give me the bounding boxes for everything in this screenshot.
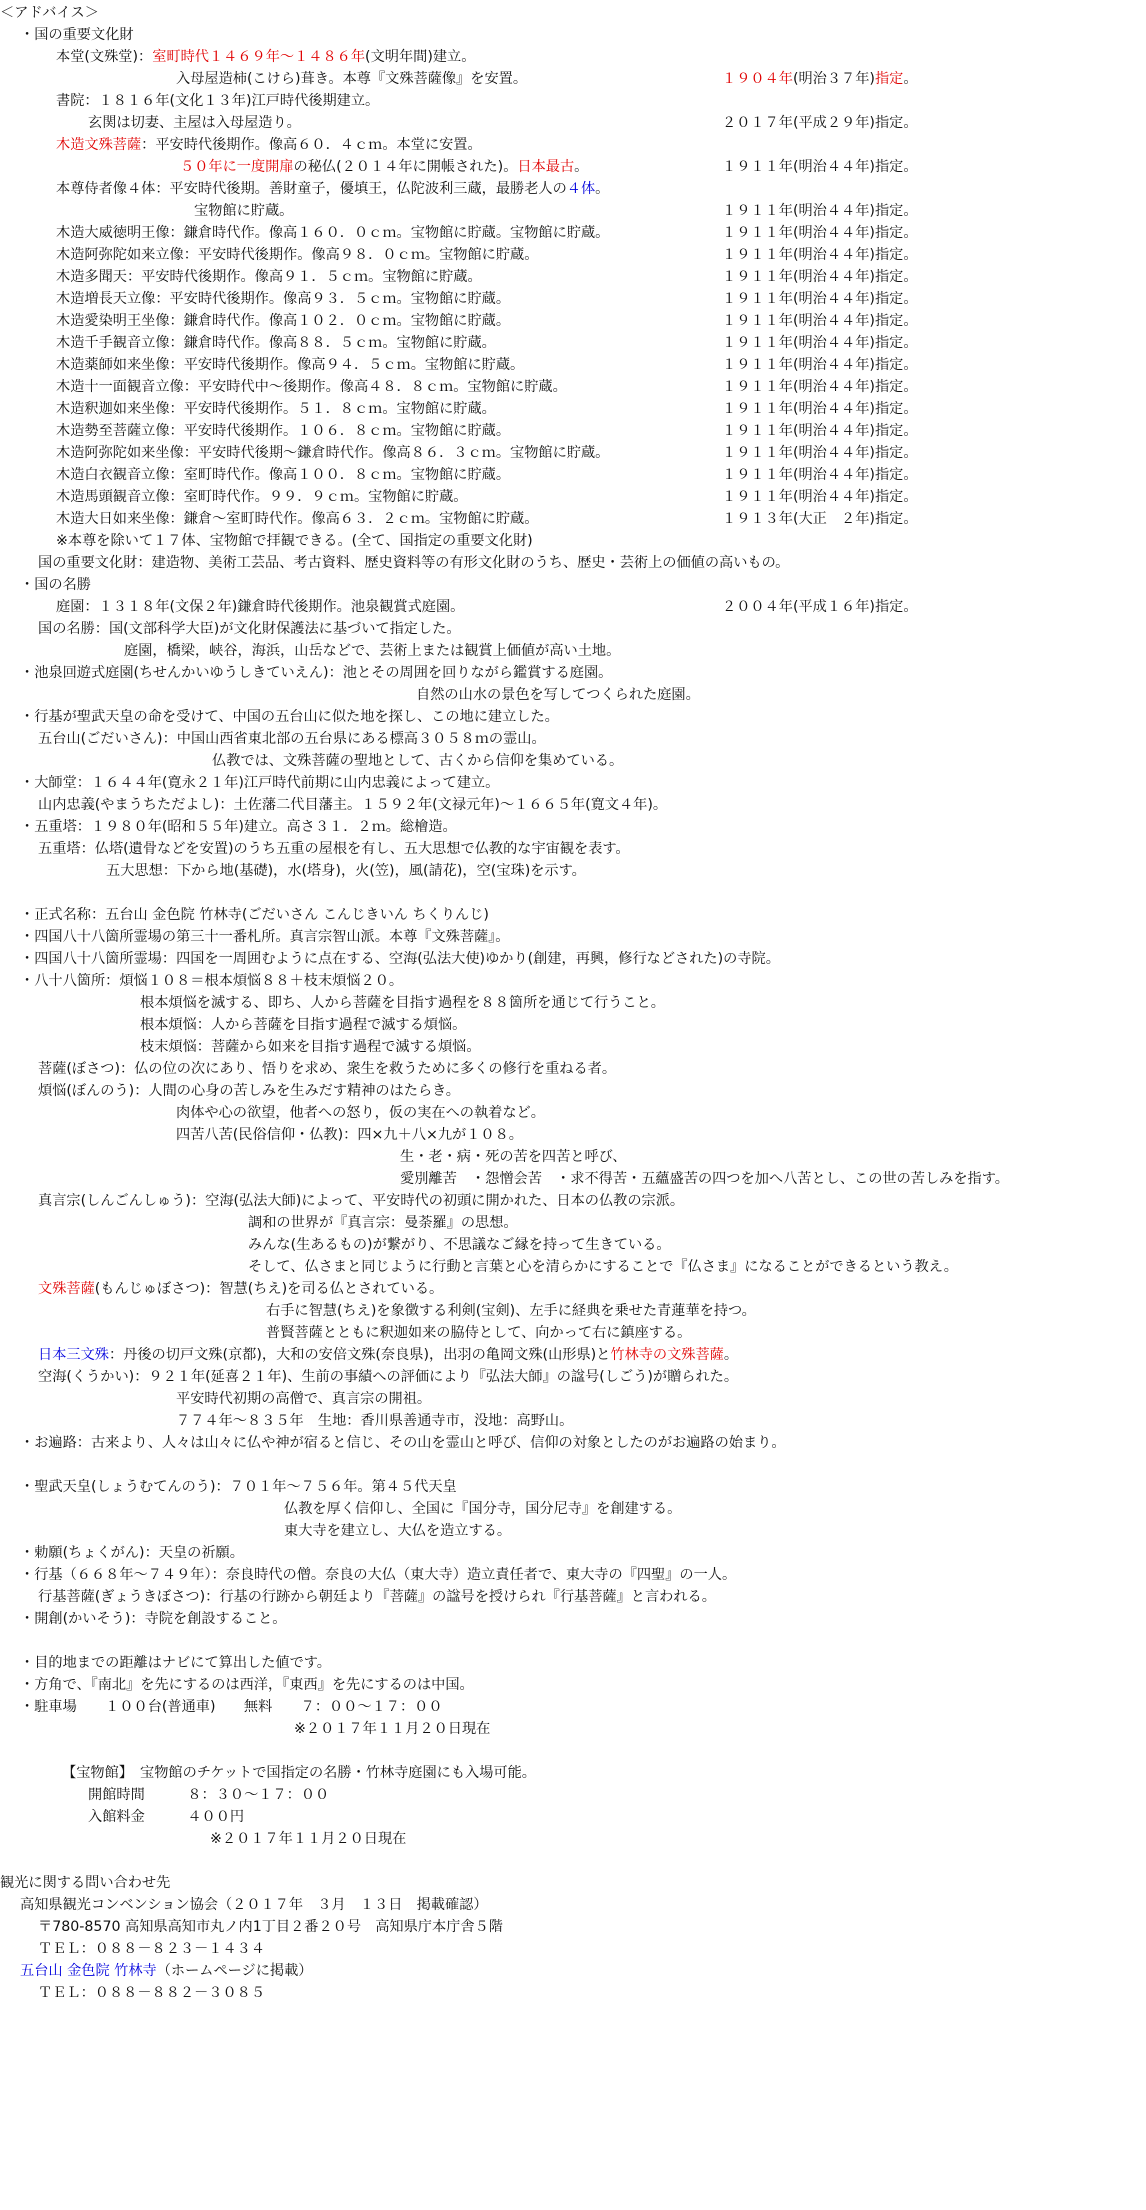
line-text: 木造愛染明王坐像：鎌倉時代作。像高１０２．０ｃｍ。宝物館に貯蔵。 [56, 313, 511, 329]
line-text: （ホームページに掲載） [156, 1963, 313, 1979]
line-text: 根本煩悩：人から菩薩を目指す過程で滅する煩悩。 [140, 1017, 467, 1033]
line-text: ：丹後の切戸文殊(京都)，大和の安倍文殊(奈良県)，出羽の亀岡文殊(山形県)と [108, 1347, 611, 1363]
line-text: 五重塔：仏塔(遺骨などを安置)のうち五重の屋根を有し、五大思想で仏教的な宇宙観を表す。 [38, 841, 630, 857]
text-line [56, 136, 482, 154]
line-text: １９１１年(明治４４年)指定。 [722, 467, 918, 483]
highlight-red-text: 竹林寺の文殊菩薩 [610, 1347, 724, 1363]
text-line [56, 400, 496, 418]
text-line [88, 1786, 329, 1804]
line-text: 開館時間 ８：３０～１７：００ [88, 1787, 330, 1803]
text-line [56, 312, 510, 330]
line-text: 四苦八苦(民俗信仰・仏教)：四×九＋八×九が１０８。 [176, 1127, 523, 1143]
line-text: １９１１年(明治４４年)指定。 [722, 445, 918, 461]
line-text: 平安時代初期の高僧で、真言宗の開祖。 [176, 1391, 432, 1407]
line-text: １９１１年(明治４４年)指定。 [722, 203, 918, 219]
text-line [722, 444, 918, 462]
line-text: 根本煩悩を滅する、即ち、人から菩薩を目指す過程を８８箇所を通じて行うこと。 [140, 995, 665, 1011]
line-text: １９１１年(明治４４年)指定。 [722, 313, 918, 329]
text-line [88, 114, 301, 132]
line-text: 仏教を厚く信仰し、全国に『国分寺，国分尼寺』を創建する。 [284, 1501, 682, 1517]
text-line [194, 202, 293, 220]
text-line [210, 1830, 406, 1848]
text-line [722, 422, 918, 440]
line-text: 行基菩薩(ぎょうきぼさつ)：行基の行跡から朝廷より『菩薩』の諡号を授けられ『行基菩薩』と言われる。 [38, 1589, 716, 1605]
line-text: ＴＥＬ：０８８－８８２－３０８５ [38, 1985, 266, 2001]
text-line [38, 730, 546, 748]
line-text: 高知県観光コンベンション協会（２０１７年 ３月 １３日 掲載確認） [20, 1897, 488, 1913]
text-line [180, 158, 588, 176]
line-text: １９１１年(明治４４年)指定。 [722, 291, 918, 307]
text-line [20, 972, 403, 990]
text-line [722, 400, 918, 418]
text-line [56, 334, 496, 352]
text-line [38, 1984, 265, 2002]
text-line [38, 1588, 716, 1606]
text-line [106, 862, 586, 880]
line-text: 庭園：１３１８年(文保２年)鎌倉時代後期作。池泉観賞式庭園。 [56, 599, 465, 615]
line-text: ・四国八十八箇所霊場の第三十一番札所。真言宗智山派。本尊『文殊菩薩』。 [20, 929, 510, 945]
text-line [56, 422, 510, 440]
line-text: ・池泉回遊式庭園(ちせんかいゆうしきていえん)：池とその周囲を回りながら鑑賞する庭園。 [20, 665, 613, 681]
line-text: 観光に関する問い合わせ先 [0, 1875, 171, 1891]
text-line [20, 950, 780, 968]
highlight-blue-text: ４体 [566, 181, 596, 197]
text-line [20, 928, 509, 946]
text-line [20, 906, 489, 924]
text-line [722, 488, 918, 506]
line-text: 真言宗(しんごんしゅう)：空海(弘法大師)によって、平安時代の初頭に開かれた、日本の仏教の宗派。 [38, 1193, 685, 1209]
text-line [20, 774, 499, 792]
text-line [266, 1324, 691, 1342]
text-line [20, 1896, 488, 1914]
line-text: １９１１年(明治４４年)指定。 [722, 225, 918, 241]
line-text: ・行基が聖武天皇の命を受けて、中国の五台山に似た地を探し、この地に建立した。 [20, 709, 559, 725]
line-text: １９１１年(明治４４年)指定。 [722, 357, 918, 373]
text-line [722, 510, 918, 528]
highlight-red-text: 指定 [874, 71, 904, 87]
text-line [38, 1082, 460, 1100]
line-text: 枝末煩悩：菩薩から如来を目指す過程で滅する煩悩。 [140, 1039, 481, 1055]
text-line [20, 1610, 286, 1628]
line-text: １９１１年(明治４４年)指定。 [722, 423, 918, 439]
line-text: 。 [723, 1347, 739, 1363]
text-line [722, 378, 918, 396]
line-text: 本尊侍者像４体：平安時代後期。善財童子，優填王，仏陀波利三蔵，最勝老人の [56, 181, 567, 197]
line-text: 右手に智慧(ちえ)を象徴する利剣(宝剣)、左手に経典を乗せた青蓮華を持つ。 [266, 1303, 756, 1319]
text-line [20, 1566, 736, 1584]
text-line [416, 686, 700, 704]
text-line [248, 1236, 671, 1254]
line-text: １９１１年(明治４４年)指定。 [722, 489, 918, 505]
text-line [56, 444, 609, 462]
text-line [20, 576, 91, 594]
line-text: 普賢菩薩とともに釈迦如来の脇侍として、向かって右に鎮座する。 [266, 1325, 692, 1341]
line-text: 生・老・病・死の苦を四苦と呼び、 [400, 1149, 627, 1165]
text-line [20, 1698, 443, 1716]
text-line [176, 1104, 545, 1122]
text-line [38, 1192, 684, 1210]
line-text: ＴＥＬ：０８８－８２３－１４３４ [38, 1941, 266, 1957]
line-text: 木造多聞天：平安時代後期作。像高９１．５ｃｍ。宝物館に貯蔵。 [56, 269, 482, 285]
text-line [294, 1720, 490, 1738]
highlight-blue-text: 日本三文殊 [38, 1347, 109, 1363]
line-text: ７７４年～８３５年 生地：香川県善通寺市，没地：高野山。 [176, 1413, 574, 1429]
text-line [20, 1676, 474, 1694]
line-text: 書院：１８１６年(文化１３年)江戸時代後期建立。 [56, 93, 380, 109]
text-line [266, 1302, 756, 1320]
highlight-red-text: 木造文殊菩薩 [56, 137, 142, 153]
text-line [56, 246, 538, 264]
line-text: ・方角で、『南北』を先にするのは西洋，『東西』を先にするのは中国。 [20, 1677, 474, 1693]
text-line [38, 1918, 503, 1936]
text-line [248, 1258, 958, 1276]
line-text: 木造勢至菩薩立像：平安時代後期作。１０６．８ｃｍ。宝物館に貯蔵。 [56, 423, 511, 439]
text-line [140, 1038, 481, 1056]
text-line [20, 1478, 457, 1496]
text-line [38, 1368, 738, 1386]
highlight-blue-text: 五台山 金色院 竹林寺 [20, 1963, 157, 1979]
line-text: ２００４年(平成１６年)指定。 [722, 599, 918, 615]
text-line [38, 1346, 738, 1364]
text-line [722, 598, 918, 616]
line-text: 木造馬頭観音立像：室町時代作。９９．９ｃｍ。宝物館に貯蔵。 [56, 489, 468, 505]
line-text: 国の名勝：国(文部科学大臣)が文化財保護法に基づいて指定した。 [38, 621, 461, 637]
text-line [722, 268, 918, 286]
line-text: 。 [574, 159, 589, 175]
line-text: 木造大威徳明王像：鎌倉時代作。像高１６０．０ｃｍ。宝物館に貯蔵。宝物館に貯蔵。 [56, 225, 610, 241]
line-text: ・お遍路：古来より、人々は山々に仏や神が宿ると信じ、その山を霊山と呼び、信仰の対象としたのがお遍路の始まり。 [20, 1435, 786, 1451]
text-line [38, 1940, 265, 1958]
line-text: １９１１年(明治４４年)指定。 [722, 379, 918, 395]
line-text: 木造阿弥陀如来立像：平安時代後期作。像高９８．０ｃｍ。宝物館に貯蔵。 [56, 247, 539, 263]
line-text: 自然の山水の景色を写してつくられた庭園。 [416, 687, 700, 703]
highlight-red-text: １９０４年 [722, 71, 793, 87]
text-line [56, 268, 482, 286]
line-text: ：平安時代後期作。像高６０．４ｃｍ。本堂に安置。 [141, 137, 482, 153]
line-text: 。 [903, 71, 918, 87]
line-text: (明治３７年) [792, 71, 875, 87]
highlight-red-text: ５０年に一度開扉 [180, 159, 294, 175]
highlight-red-text: 日本最古 [517, 159, 575, 175]
line-text: 五台山(ごだいさん)：中国山西省東北部の五台県にある標高３０５８ｍの霊山。 [38, 731, 546, 747]
text-line [722, 312, 918, 330]
line-text: 木造白衣観音立像：室町時代作。像高１００．８ｃｍ。宝物館に貯蔵。 [56, 467, 511, 483]
text-line [212, 752, 623, 770]
text-line [722, 334, 918, 352]
line-text: １９１１年(明治４４年)指定。 [722, 159, 918, 175]
line-text: ・五重塔：１９８０年(昭和５５年)建立。高さ３１．２ｍ。総檜造。 [20, 819, 457, 835]
line-text: ※２０１７年１１月２０日現在 [294, 1721, 491, 1737]
text-line [722, 466, 918, 484]
line-text: １９１１年(明治４４年)指定。 [722, 401, 918, 417]
text-line [248, 1214, 518, 1232]
line-text: ※２０１７年１１月２０日現在 [210, 1831, 407, 1847]
text-line [722, 356, 918, 374]
line-text: 菩薩(ぼさつ)：仏の位の次にあり、悟りを求め、衆生を救うために多くの修行を重ねる者。 [38, 1061, 617, 1077]
line-text: ・国の名勝 [20, 577, 91, 593]
text-line [722, 224, 918, 242]
text-line [20, 1434, 786, 1452]
text-line [56, 48, 475, 66]
text-line [38, 620, 461, 638]
line-text: ・正式名称：五台山 金色院 竹林寺(ごだいさん こんじきいん ちくりんじ) [20, 907, 489, 923]
text-line [20, 1654, 331, 1672]
text-line [0, 4, 99, 22]
line-text: ・目的地までの距離はナビにて算出した値です。 [20, 1655, 331, 1671]
text-line [176, 1412, 573, 1430]
line-text: 入母屋造柿(こけら)葺き。本尊『文殊菩薩像』を安置。 [176, 71, 528, 87]
text-line [20, 1962, 313, 1980]
line-text: (文明年間)建立。 [365, 49, 476, 65]
line-text: １９１３年(大正 ２年)指定。 [722, 511, 918, 527]
text-line [140, 1016, 466, 1034]
line-text: 木造大日如来坐像：鎌倉～室町時代作。像高６３．２ｃｍ。宝物館に貯蔵。 [56, 511, 539, 527]
line-text: 木造阿弥陀如来坐像：平安時代後期～鎌倉時代作。像高８６．３ｃｍ。宝物館に貯蔵。 [56, 445, 610, 461]
text-line [284, 1522, 511, 1540]
text-line [20, 818, 457, 836]
line-text: 入館料金 ４００円 [88, 1809, 245, 1825]
text-line [20, 26, 134, 44]
line-text: 【宝物館】 宝物館のチケットで国指定の名勝・竹林寺庭園にも入場可能。 [62, 1765, 536, 1781]
text-line [88, 1808, 244, 1826]
text-line [56, 92, 379, 110]
text-line [722, 246, 918, 264]
line-text: ・開創(かいそう)：寺院を創設すること。 [20, 1611, 287, 1627]
line-text: 木造十一面観音立像：平安時代中～後期作。像高４８．８ｃｍ。宝物館に貯蔵。 [56, 379, 567, 395]
text-line [722, 114, 918, 132]
text-line [56, 598, 464, 616]
line-text: みんな(生あるもの)が繋がり、不思議なご縁を持って生きている。 [248, 1237, 671, 1253]
line-text: ・四国八十八箇所霊場：四国を一周囲むように点在する、空海(弘法大使)ゆかり(創建，再興，修行などされた)の寺院。 [20, 951, 780, 967]
text-line [176, 70, 527, 88]
text-line [56, 356, 524, 374]
text-line [176, 1126, 523, 1144]
text-line [56, 180, 609, 198]
text-line [38, 840, 630, 858]
line-text: ・行基（６６８年～７４９年）：奈良時代の僧。奈良の大仏（東大寺）造立責任者で、東大寺の『四聖』の一人。 [20, 1567, 737, 1583]
text-line [722, 70, 918, 88]
line-text: ・聖武天皇(しょうむてんのう)：７０１年～７５６年。第４５代天皇 [20, 1479, 457, 1495]
line-text: ・勅願(ちょくがん)：天皇の祈願。 [20, 1545, 244, 1561]
text-line [124, 642, 620, 660]
line-text: ・八十八箇所：煩悩１０８＝根本煩悩８８＋枝末煩悩２０。 [20, 973, 404, 989]
line-text: 。 [595, 181, 610, 197]
text-line [56, 224, 609, 242]
line-text: ・大師堂：１６４４年(寛永２１年)江戸時代前期に山内忠義によって建立。 [20, 775, 500, 791]
line-text: 仏教では、文殊菩薩の聖地として、古くから信仰を集めている。 [212, 753, 624, 769]
text-line [56, 510, 538, 528]
text-line [56, 290, 510, 308]
line-text: 調和の世界が『真言宗：曼荼羅』の思想。 [248, 1215, 518, 1231]
text-line [56, 378, 567, 396]
line-text: ２０１７年(平成２９年)指定。 [722, 115, 918, 131]
line-text: 山内忠義(やまうちただよし)：土佐藩二代目藩主。１５９２年(文禄元年)～１６６５年(寛文４年)。 [38, 797, 668, 813]
text-line [38, 1280, 443, 1298]
line-text: １９１１年(明治４４年)指定。 [722, 335, 918, 351]
line-text: 木造釈迦如来坐像：平安時代後期作。５１．８ｃｍ。宝物館に貯蔵。 [56, 401, 496, 417]
line-text: (もんじゅぼさつ)：智慧(ちえ)を司る仏とされている。 [94, 1281, 444, 1297]
text-line [0, 1874, 170, 1892]
text-line [722, 202, 918, 220]
line-text: 国の重要文化財：建造物、美術工芸品、考古資料、歴史資料等の有形文化財のうち、歴史・芸術上の価値の高いもの。 [38, 555, 790, 571]
line-text: ・駐車場 １００台(普通車) 無料 ７：００～１７：００ [20, 1699, 443, 1715]
line-text: 宝物館に貯蔵。 [194, 203, 294, 219]
line-text: そして、仏さまと同じように行動と言葉と心を清らかにすることで『仏さま』になることができるという教え。 [248, 1259, 958, 1275]
line-text: 木造増長天立像：平安時代後期作。像高９３．５ｃｍ。宝物館に貯蔵。 [56, 291, 511, 307]
text-line [56, 488, 467, 506]
line-text: ＜アドバイス＞ [0, 5, 99, 21]
line-text: ※本尊を除いて１７体、宝物館で拝観できる。(全て、国指定の重要文化財) [56, 533, 533, 549]
text-line [400, 1170, 1009, 1188]
text-line [140, 994, 665, 1012]
text-line [284, 1500, 681, 1518]
line-text: 五大思想：下から地(基礎)，水(塔身)，火(笠)，風(請花)，空(宝珠)を示す。 [106, 863, 586, 879]
text-line [400, 1148, 626, 1166]
line-text: 庭園，橋梁，峡谷，海浜，山岳などで、芸術上または観賞上価値が高い土地。 [124, 643, 621, 659]
line-text: 木造薬師如来坐像：平安時代後期作。像高９４．５ｃｍ。宝物館に貯蔵。 [56, 357, 525, 373]
text-line [62, 1764, 536, 1782]
line-text: の秘仏(２０１４年に開帳された)。 [293, 159, 518, 175]
line-text: 愛別離苦 ・怨憎会苦 ・求不得苦・五蘊盛苦の四つを加へ八苦とし、この世の苦しみを指す。 [400, 1171, 1009, 1187]
line-text: １９１１年(明治４４年)指定。 [722, 269, 918, 285]
text-line [56, 466, 510, 484]
text-line [722, 290, 918, 308]
text-line [38, 554, 789, 572]
text-line [38, 1060, 616, 1078]
text-line [38, 796, 667, 814]
text-line [20, 708, 559, 726]
highlight-red-text: 文殊菩薩 [38, 1281, 95, 1297]
text-line [20, 1544, 244, 1562]
line-text: ・国の重要文化財 [20, 27, 134, 43]
text-line [176, 1390, 431, 1408]
line-text: 肉体や心の欲望，他者への怒り，仮の実在への執着など。 [176, 1105, 545, 1121]
text-line [20, 664, 612, 682]
highlight-red-text: 室町時代１４６９年～１４８６年 [152, 49, 366, 65]
text-line [722, 158, 918, 176]
line-text: １９１１年(明治４４年)指定。 [722, 247, 918, 263]
text-line [56, 532, 533, 550]
line-text: 空海(くうかい)：９２１年(延喜２１年)、生前の事績への評価により『弘法大師』の諡号(しごう)が贈られた。 [38, 1369, 739, 1385]
line-text: 本堂(文殊堂)： [56, 49, 153, 65]
line-text: 東大寺を建立し、大仏を造立する。 [284, 1523, 512, 1539]
line-text: 木造千手観音立像：鎌倉時代作。像高８８．５ｃｍ。宝物館に貯蔵。 [56, 335, 496, 351]
line-text: 〒780-8570 高知県高知市丸ノ内1丁目２番２０号 高知県庁本庁舎５階 [38, 1919, 503, 1935]
line-text: 玄関は切妻、主屋は入母屋造り。 [88, 115, 301, 131]
line-text: 煩悩(ぼんのう)：人間の心身の苦しみを生みだす精神のはたらき。 [38, 1083, 460, 1099]
